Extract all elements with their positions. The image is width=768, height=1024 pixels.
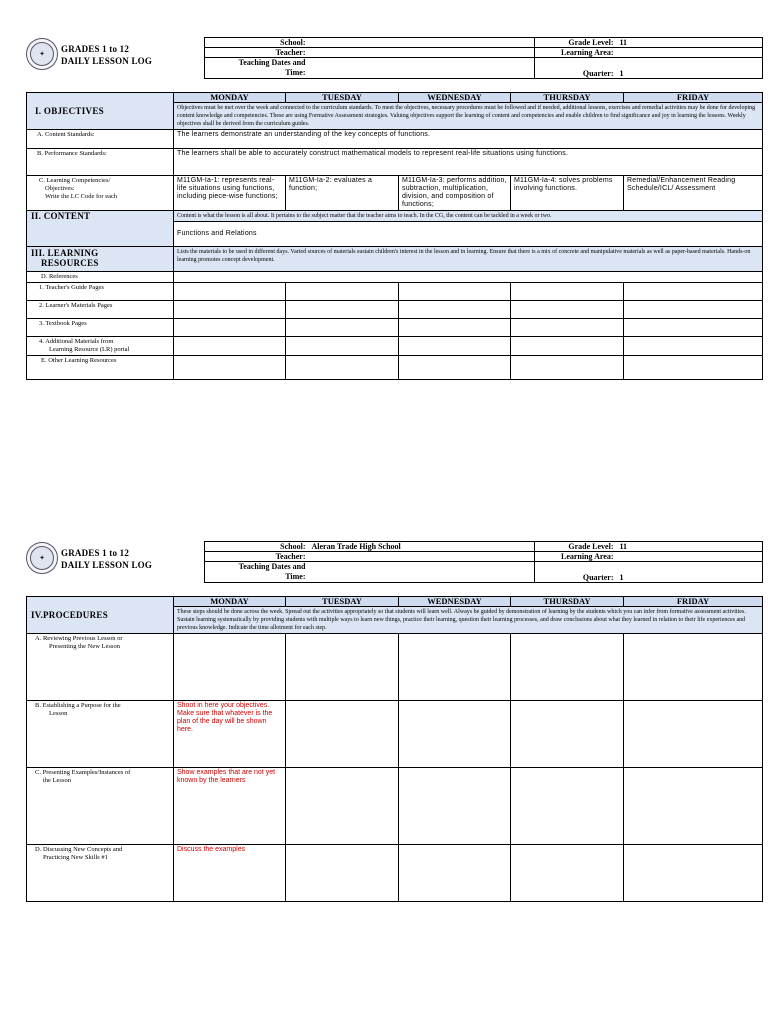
deped-seal-icon: ✦ [26, 38, 58, 70]
teaching-dates-value-2[interactable] [309, 562, 535, 583]
day-friday-2: FRIDAY [624, 597, 763, 607]
competencies-label-1: C. Learning Competencies/ [39, 177, 111, 184]
additional-materials-label-2: Learning Resource (LR) portal [49, 346, 130, 353]
textbook-tuesday[interactable] [286, 319, 399, 337]
learning-resources-description: Lists the materials to be used in different days. Varied sources of materials sustain children's interest in the lesson and in learning. Ensure that there is a mix of concrete and manipulative materials as well as paper-based materials. Hands-on learning promotes concept development. [174, 247, 763, 272]
day-thursday: THURSDAY [511, 93, 624, 103]
procedure-a-tuesday[interactable] [286, 634, 399, 701]
header-brand-2 [61, 547, 152, 571]
content-title: II. CONTENT [27, 211, 174, 247]
teaching-dates-label-2 [205, 562, 309, 583]
school-value[interactable] [309, 38, 535, 48]
procedure-d-label-2: Practicing New Skills #1 [43, 854, 108, 861]
header-info-table [204, 37, 763, 79]
learning-resources-title-1: III. LEARNING [31, 248, 99, 258]
school-value-2[interactable]: Aleran Trade High School [309, 542, 535, 552]
references-value[interactable] [174, 272, 763, 283]
title-line: DAILY LESSON LOG [61, 56, 153, 66]
day-monday: MONDAY [174, 93, 286, 103]
page-2 [26, 541, 762, 861]
textbook-friday[interactable] [624, 319, 763, 337]
teaching-dates-label [205, 58, 309, 79]
procedure-a-wednesday[interactable] [399, 634, 511, 701]
learning-area-value[interactable] [617, 48, 763, 58]
teaching-dates-label-1: Teaching Dates and [238, 58, 306, 67]
additional-materials-label [27, 337, 174, 356]
procedure-b-friday[interactable] [624, 701, 763, 768]
performance-standards-label: B. Performance Standards: [27, 149, 174, 176]
competency-wednesday[interactable]: M11GM-Ia-3: performs addition, subtraction, multiplication, division, and composition of functions; [399, 176, 511, 211]
teachers-guide-tuesday[interactable] [286, 283, 399, 301]
day-wednesday: WEDNESDAY [399, 93, 511, 103]
procedure-a-monday[interactable] [174, 634, 286, 701]
procedures-title: IV.PROCEDURES [27, 597, 174, 634]
procedure-a-label-2: Presenting the New Lesson [49, 643, 120, 650]
grade-level-value[interactable]: 11 [617, 38, 763, 48]
quarter-value-2[interactable]: 1 [617, 562, 763, 583]
learners-materials-monday[interactable] [174, 301, 286, 319]
additional-materials-friday[interactable] [624, 337, 763, 356]
learning-resources-title-2: RESOURCES [41, 258, 99, 268]
other-resources-monday[interactable] [174, 356, 286, 380]
procedures-description: These steps should be done across the week. Spread out the activities appropriately so that students will learn well. Always be guided by demonstration of learning by the students which you can infer from formative assessment activities. Sustain learning systematically by providing students with multiple ways to learn new things, practice their learning, question their learning processes, and draw conclusions about what they learned in relation to their life experiences and previous knowledge. Indicate the time allotment for each step. [174, 607, 763, 634]
teacher-label: Teacher: [205, 48, 309, 58]
procedure-d-tuesday[interactable] [286, 845, 399, 902]
content-description: Content is what the lesson is all about. It pertains to the subject matter that the teacher aims to teach. In the CG, the content can be tackled in a week or two. [174, 211, 763, 222]
textbook-thursday[interactable] [511, 319, 624, 337]
procedure-a-friday[interactable] [624, 634, 763, 701]
procedure-a-thursday[interactable] [511, 634, 624, 701]
learning-area-label: Learning Area: [535, 48, 617, 58]
learning-area-label-2: Learning Area: [535, 552, 617, 562]
header [26, 37, 762, 85]
header-2 [26, 541, 762, 589]
procedure-a-label-1: A. Reviewing Previous Lesson or [35, 635, 123, 642]
procedure-c-label-1: C. Presenting Examples/Instances of [35, 769, 131, 776]
grade-level-value-2[interactable]: 11 [617, 542, 763, 552]
competencies-label [27, 176, 174, 211]
teacher-label-2: Teacher: [205, 552, 309, 562]
day-tuesday: TUESDAY [286, 93, 399, 103]
procedure-d-label-1: D. Discussing New Concepts and [35, 846, 123, 853]
procedure-b-label [27, 701, 174, 768]
procedure-b-tuesday[interactable] [286, 701, 399, 768]
procedure-d-wednesday[interactable] [399, 845, 511, 902]
other-resources-thursday[interactable] [511, 356, 624, 380]
teachers-guide-label: 1. Teacher's Guide Pages [27, 283, 174, 301]
procedure-c-wednesday[interactable] [399, 768, 511, 845]
procedure-a-label [27, 634, 174, 701]
competencies-label-3: Write the LC Code for each [45, 193, 118, 200]
other-resources-friday[interactable] [624, 356, 763, 380]
additional-materials-wednesday[interactable] [399, 337, 511, 356]
procedure-d-friday[interactable] [624, 845, 763, 902]
grades-line: GRADES 1 to 12 [61, 44, 130, 54]
day-wednesday-2: WEDNESDAY [399, 597, 511, 607]
competencies-label-2: Objectives: [45, 185, 75, 192]
textbook-label: 3. Textbook Pages [27, 319, 174, 337]
teacher-value-2[interactable] [309, 552, 535, 562]
content-standards-label: A. Content Standards: [27, 130, 174, 149]
procedure-b-thursday[interactable] [511, 701, 624, 768]
teaching-dates-label-2a: Teaching Dates and [238, 562, 306, 571]
additional-materials-tuesday[interactable] [286, 337, 399, 356]
quarter-value[interactable]: 1 [617, 58, 763, 79]
additional-materials-thursday[interactable] [511, 337, 624, 356]
deped-seal-icon: ✦ [26, 542, 58, 574]
day-monday-2: MONDAY [174, 597, 286, 607]
procedure-d-label [27, 845, 174, 902]
header-info-table-2 [204, 541, 763, 583]
competency-thursday[interactable]: M11GM-Ia-4: solves problems involving functions. [511, 176, 624, 211]
procedure-d-monday[interactable]: Discuss the examples [174, 845, 286, 902]
additional-materials-label-1: 4. Additional Materials from [39, 338, 114, 345]
procedure-c-monday[interactable]: Show examples that are not yet known by the learners [174, 768, 286, 845]
learners-materials-tuesday[interactable] [286, 301, 399, 319]
procedure-c-label [27, 768, 174, 845]
procedure-c-friday[interactable] [624, 768, 763, 845]
procedure-b-label-2: Lesson [49, 710, 68, 717]
teaching-dates-value[interactable] [309, 58, 535, 79]
other-resources-label: E. Other Learning Resources [27, 356, 174, 380]
lesson-table-1 [26, 92, 763, 380]
textbook-wednesday[interactable] [399, 319, 511, 337]
other-resources-tuesday[interactable] [286, 356, 399, 380]
quarter-label: Quarter: [535, 58, 617, 79]
teachers-guide-wednesday[interactable] [399, 283, 511, 301]
teachers-guide-thursday[interactable] [511, 283, 624, 301]
teaching-dates-label-2: Time: [285, 68, 306, 77]
procedure-b-label-1: B. Establishing a Purpose for the [35, 702, 121, 709]
teacher-value[interactable] [309, 48, 535, 58]
learners-materials-wednesday[interactable] [399, 301, 511, 319]
other-resources-wednesday[interactable] [399, 356, 511, 380]
procedure-c-label-2: the Lesson [43, 777, 71, 784]
competency-monday[interactable]: M11GM-Ia-1: represents real-life situations using functions, including piece-wise functions; [174, 176, 286, 211]
learners-materials-friday[interactable] [624, 301, 763, 319]
performance-standards-value[interactable]: The learners shall be able to accurately construct mathematical models to represent real-life situations using functions. [174, 149, 763, 176]
procedure-d-thursday[interactable] [511, 845, 624, 902]
page-1 [26, 37, 762, 364]
competency-tuesday[interactable]: M11GM-Ia-2: evaluates a function; [286, 176, 399, 211]
school-label-2: School: [205, 542, 309, 552]
lesson-table-2 [26, 596, 763, 902]
content-standards-value[interactable]: The learners demonstrate an understanding of the key concepts of functions. [174, 130, 763, 149]
content-value[interactable]: Functions and Relations [174, 222, 763, 247]
references-label: D. References [27, 272, 174, 283]
learners-materials-thursday[interactable] [511, 301, 624, 319]
teachers-guide-friday[interactable] [624, 283, 763, 301]
learners-materials-label: 2. Learner's Materials Pages [27, 301, 174, 319]
grades-line-2: GRADES 1 to 12 [61, 548, 130, 558]
procedure-b-monday[interactable]: Shoot in here your objectives. Make sure that whatever is the plan of the day will be shown here. [174, 701, 286, 768]
quarter-label-2: Quarter: [535, 562, 617, 583]
day-tuesday-2: TUESDAY [286, 597, 399, 607]
school-label: School: [205, 38, 309, 48]
procedure-b-wednesday[interactable] [399, 701, 511, 768]
header-brand [61, 43, 152, 67]
procedure-c-thursday[interactable] [511, 768, 624, 845]
learning-area-value-2[interactable] [617, 552, 763, 562]
competency-friday[interactable]: Remedial/Enhancement Reading Schedule/ICL/ Assessment [624, 176, 763, 211]
teaching-dates-label-2b: Time: [285, 572, 306, 581]
teachers-guide-monday[interactable] [174, 283, 286, 301]
day-friday: FRIDAY [624, 93, 763, 103]
procedure-c-tuesday[interactable] [286, 768, 399, 845]
textbook-monday[interactable] [174, 319, 286, 337]
learning-resources-title [27, 247, 174, 272]
title-line-2: DAILY LESSON LOG [61, 560, 153, 570]
objectives-title: I. OBJECTIVES [27, 93, 174, 130]
grade-level-label-2: Grade Level: [535, 542, 617, 552]
objectives-description: Objectives must be met over the week and connected to the curriculum standards. To meet the objectives, necessary procedures must be followed and if needed, additional lessons, exercises and remedial activities may be done for developing content knowledge and competencies. These are using Formative Assessment strategies. Valuing objectives support the learning of content and competencies and enable children to find significance and joy in learning the lessons. Weekly objectives shall be derived from the curriculum guides. [174, 103, 763, 130]
grade-level-label: Grade Level: [535, 38, 617, 48]
day-thursday-2: THURSDAY [511, 597, 624, 607]
additional-materials-monday[interactable] [174, 337, 286, 356]
